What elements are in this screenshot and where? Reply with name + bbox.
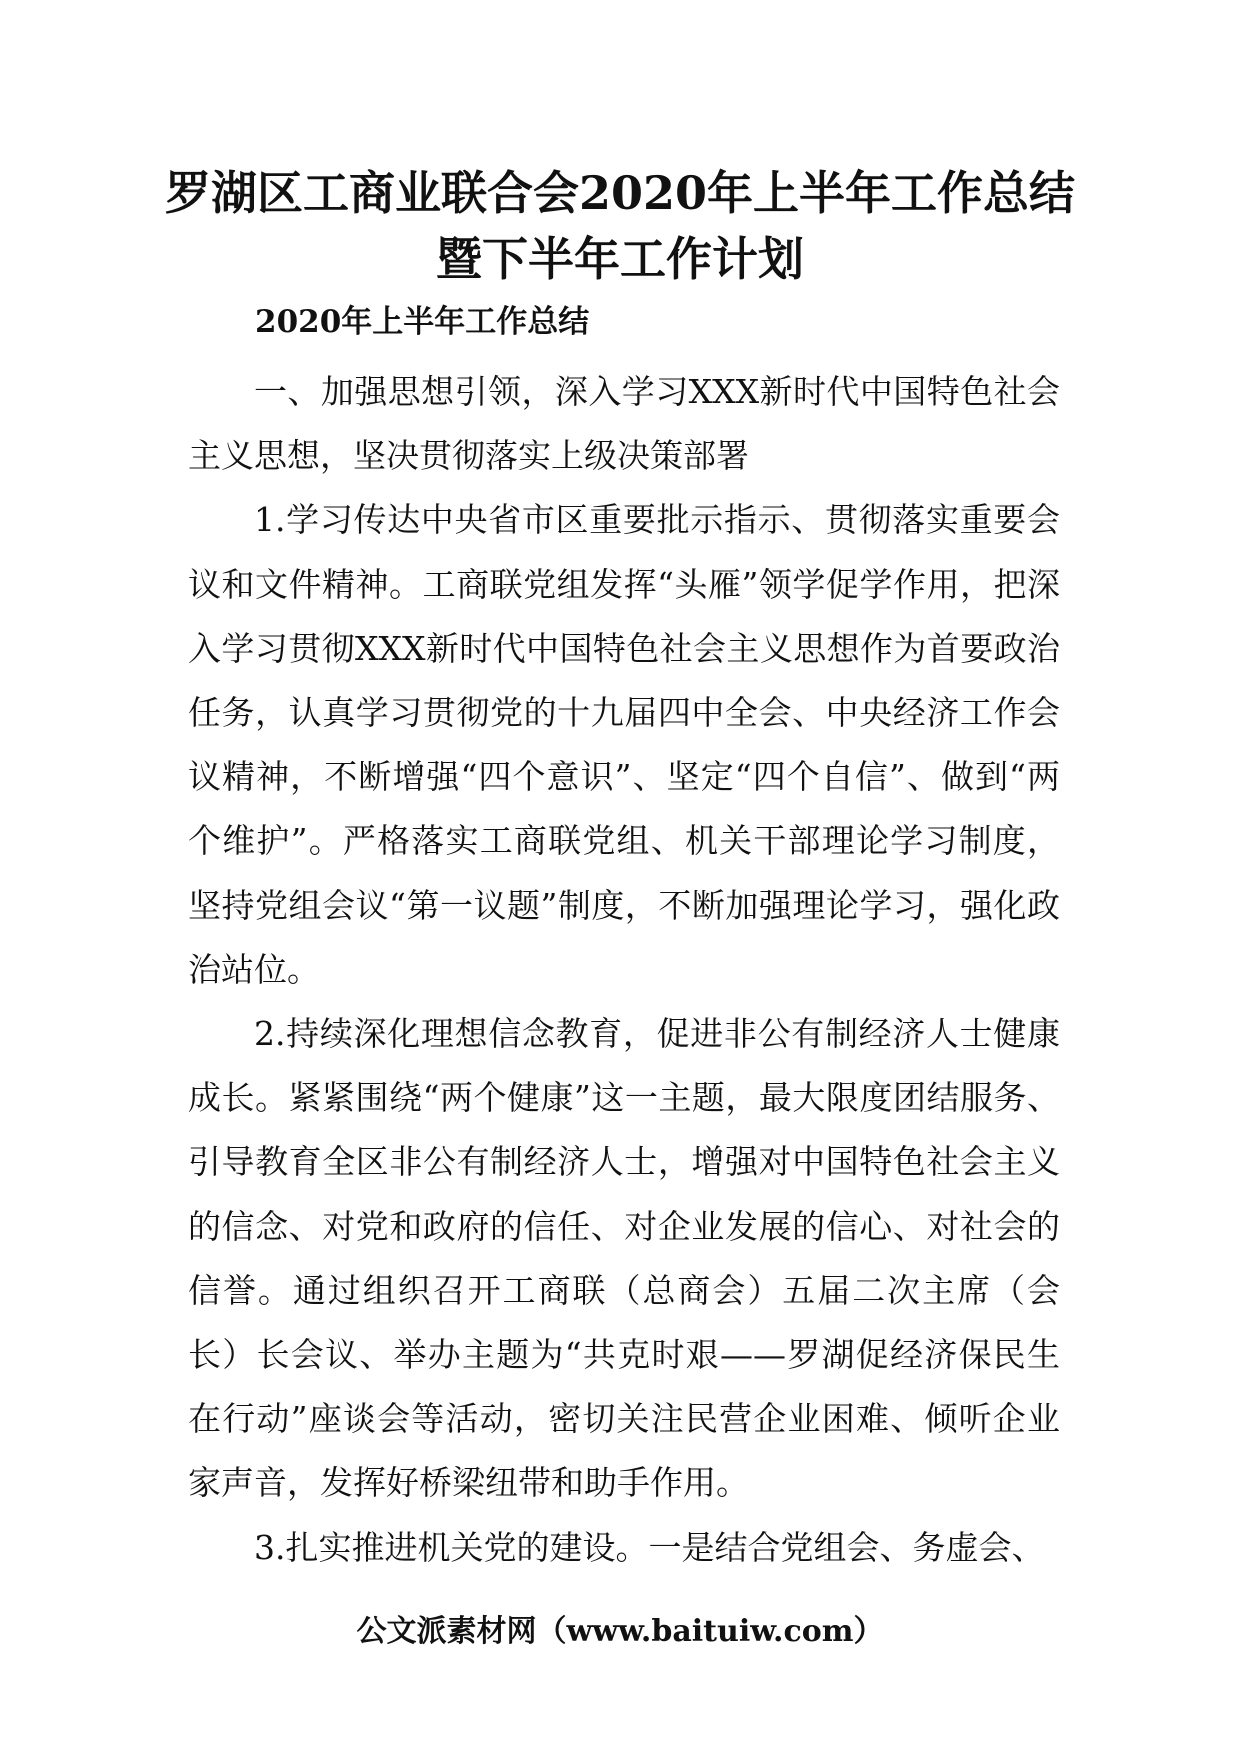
footer-watermark: 公文派素材网（www.baituiw.com） [356,1614,884,1649]
paragraph-1: 一、加强思想引领，深入学习XXX新时代中国特色社会主义思想，坚决贯彻落实上级决策部署 [188,372,1060,476]
paragraph-2: 1.学习传达中央省市区重要批示指示、贯彻落实重要会议和文件精神。工商联党组发挥“头雁”领学促学作用，把深入学习贯彻XXX新时代中国特色社会主义思想作为首要政治任务，认真学习贯彻党的十九届四中全会、中央经济工作会议精神，不断增强“四个意识”、坚定“四个自信”、做到“两个维护”。严格落实工商联党组、机关干部理论学习制度，坚持党组会议“第一议题”制度，不断加强理论学习，强化政治站位。 [188,500,1060,989]
paragraph-4: 3.扎实推进机关党的建设。一是结合党组会、务虚会、 [254,1527,1045,1567]
section-heading: 2020年上半年工作总结 [255,304,590,340]
paragraph-3: 2.持续深化理想信念教育，促进非公有制经济人士健康成长。紧紧围绕“两个健康”这一主题，最大限度团结服务、引导教育全区非公有制经济人士，增强对中国特色社会主义的信念、对党和政府的信任、对企业发展的信心、对社会的信誉。通过组织召开工商联（总商会）五届二次主席（会长）长会议、举办主题为“共克时艰——罗湖促经济保民生在行动”座谈会等活动，密切关注民营企业困难、倾听企业家声音，发挥好桥梁纽带和助手作用。 [188,1014,1060,1503]
document-body [188,360,1060,1580]
document-title: 罗湖区工商业联合会2020年上半年工作总结暨下半年工作计划 [164,166,1076,286]
